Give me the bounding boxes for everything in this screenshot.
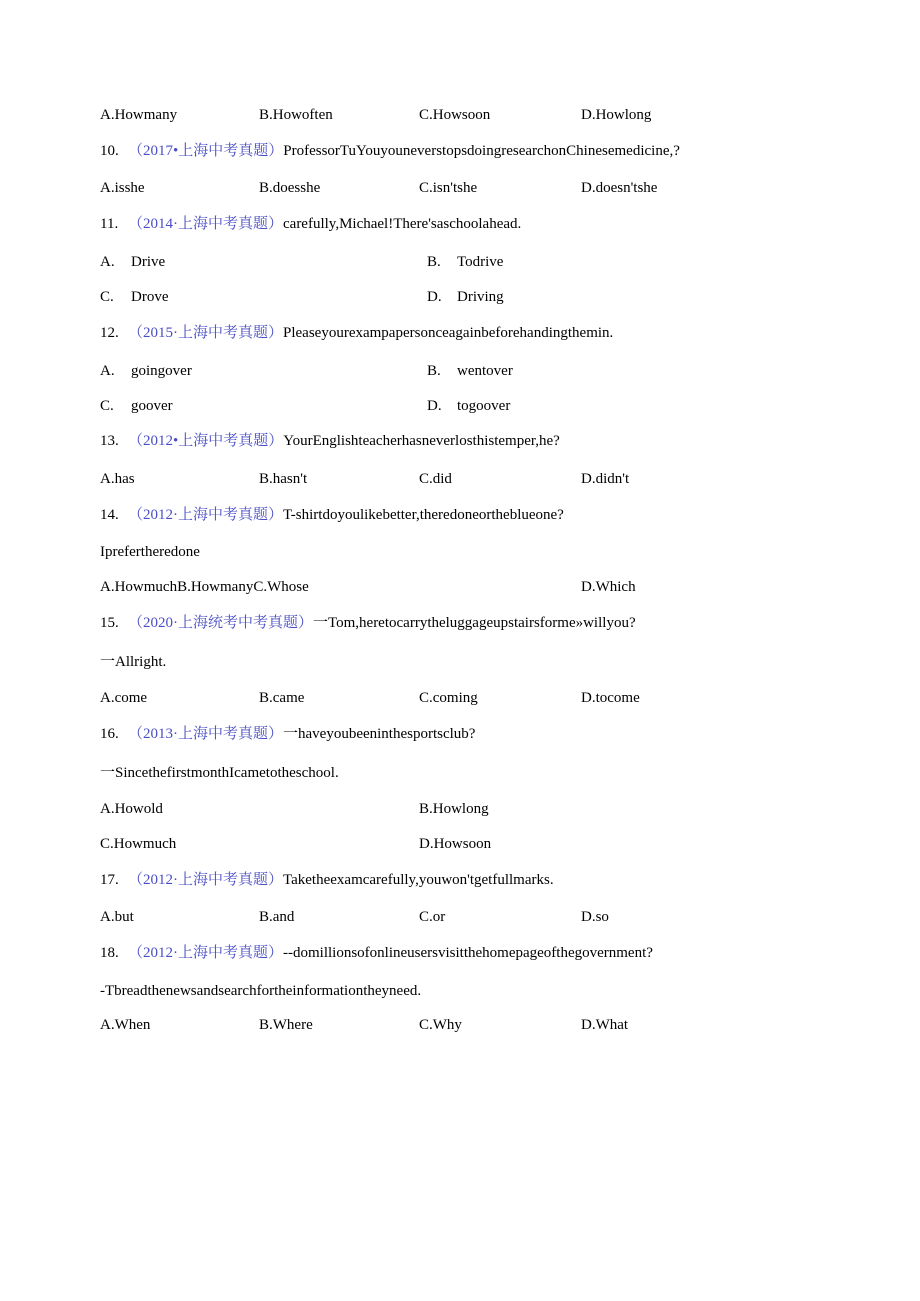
question-number: 14. <box>100 507 119 523</box>
option-text: wentover <box>457 363 513 379</box>
option-letter: C. <box>100 289 114 305</box>
question-stem: T-shirtdoyoulikebetter,theredoneortheblueone? <box>283 507 564 523</box>
option: D.didn't <box>581 471 630 487</box>
option: C.coming <box>419 690 478 706</box>
option-text: Drove <box>131 289 169 305</box>
option: D.so <box>581 909 609 925</box>
prev-question-options <box>0 105 920 125</box>
question-options <box>0 361 920 381</box>
question-text <box>128 214 521 234</box>
option: B.and <box>259 909 295 925</box>
question-header <box>0 431 920 451</box>
question-options <box>0 834 920 854</box>
question-text <box>128 724 475 744</box>
question-header <box>0 724 920 744</box>
option-letter: B. <box>427 254 441 270</box>
question-stem: carefully,Michael!There'saschoolahead. <box>283 216 522 232</box>
question-header <box>0 214 920 234</box>
question-text <box>128 613 636 633</box>
dialogue-reply: Iprefertheredone <box>100 544 200 560</box>
option: A.isshe <box>100 180 145 196</box>
question-header <box>0 943 920 963</box>
question-text <box>128 505 564 525</box>
question-options <box>0 252 920 272</box>
question-header <box>0 613 920 633</box>
option-letter: D. <box>427 398 442 414</box>
option: D.What <box>581 1017 629 1033</box>
option-text: goingover <box>131 363 192 379</box>
option: D.doesn'tshe <box>581 180 658 196</box>
question-source: （2020·上海统考中考真题） <box>128 615 313 631</box>
option-letter: C. <box>100 398 114 414</box>
question-text <box>128 431 560 451</box>
question-number: 12. <box>100 325 119 341</box>
option-letter: A. <box>100 363 115 379</box>
question-source: （2013·上海中考真题） <box>128 726 283 742</box>
question-options <box>0 287 920 307</box>
question-stem: 一Tom,heretocarrytheluggageupstairsforme»willyou? <box>313 615 636 631</box>
option-letter: A. <box>100 254 115 270</box>
option: A.Howold <box>100 801 163 817</box>
question-number: 15. <box>100 615 119 631</box>
option: C.did <box>419 471 452 487</box>
question-options <box>0 799 920 819</box>
question-source: （2012•上海中考真题） <box>128 433 284 449</box>
question-text <box>128 943 653 963</box>
question-options <box>0 688 920 708</box>
option: D.Which <box>581 579 636 595</box>
question-number: 10. <box>100 143 119 159</box>
option: B.Where <box>259 1017 313 1033</box>
question-source: （2017•上海中考真题） <box>128 143 284 159</box>
question-number: 17. <box>100 872 119 888</box>
option: A.HowmuchB.HowmanyC.Whose <box>100 579 309 595</box>
question-stem: --domillionsofonlineusersvisitthehomepageofthegovernment? <box>283 945 653 961</box>
option-letter: B. <box>427 363 441 379</box>
option: C.Howmuch <box>100 836 177 852</box>
dialogue-reply-line <box>0 981 920 1001</box>
question-stem: ProfessorTuYouyouneverstopsdoingresearchonChinesemedicine,? <box>283 143 680 159</box>
question-stem: Pleaseyourexampapersonceagainbeforehandingthemin. <box>283 325 614 341</box>
question-source: （2012·上海中考真题） <box>128 872 283 888</box>
option: A.When <box>100 1017 151 1033</box>
option: B.came <box>259 690 305 706</box>
question-options <box>0 178 920 198</box>
option: C.or <box>419 909 446 925</box>
question-header <box>0 323 920 343</box>
option: D.Howsoon <box>419 836 492 852</box>
question-header <box>0 870 920 890</box>
option: D.Howlong <box>581 107 652 123</box>
dialogue-reply: 一SincethefirstmonthIcametotheschool. <box>100 765 339 781</box>
option: A.but <box>100 909 134 925</box>
option-text: togoover <box>457 398 511 414</box>
option: B.Howoften <box>259 107 333 123</box>
question-source: （2014·上海中考真题） <box>128 216 283 232</box>
question-options <box>0 577 920 597</box>
dialogue-reply-line <box>0 652 920 672</box>
question-text <box>128 323 613 343</box>
question-stem: 一haveyoubeeninthesportsclub? <box>283 726 476 742</box>
option-text: Todrive <box>457 254 504 270</box>
question-options <box>0 469 920 489</box>
question-number: 18. <box>100 945 119 961</box>
question-text <box>128 870 554 890</box>
question-header <box>0 505 920 525</box>
option: B.Howlong <box>419 801 489 817</box>
question-source: （2012·上海中考真题） <box>128 945 283 961</box>
option: A.Howmany <box>100 107 178 123</box>
question-text <box>128 141 680 161</box>
question-stem: YourEnglishteacherhasneverlosthistemper,he? <box>283 433 560 449</box>
option-text: Drive <box>131 254 166 270</box>
option: D.tocome <box>581 690 640 706</box>
option: C.Howsoon <box>419 107 491 123</box>
question-source: （2015·上海中考真题） <box>128 325 283 341</box>
question-source: （2012·上海中考真题） <box>128 507 283 523</box>
option-text: Driving <box>457 289 504 305</box>
question-number: 13. <box>100 433 119 449</box>
option-letter: D. <box>427 289 442 305</box>
question-header <box>0 141 920 161</box>
option: A.come <box>100 690 148 706</box>
question-number: 16. <box>100 726 119 742</box>
option: B.doesshe <box>259 180 321 196</box>
option-text: goover <box>131 398 173 414</box>
option: C.Why <box>419 1017 462 1033</box>
question-stem: Taketheexamcarefully,youwon'tgetfullmarks. <box>283 872 554 888</box>
dialogue-reply: -Tbreadthenewsandsearchfortheinformationtheyneed. <box>100 983 422 999</box>
option: C.isn'tshe <box>419 180 478 196</box>
question-options <box>0 396 920 416</box>
dialogue-reply-line <box>0 542 920 562</box>
question-number: 11. <box>100 216 119 232</box>
option: B.hasn't <box>259 471 308 487</box>
option: A.has <box>100 471 135 487</box>
question-options <box>0 907 920 927</box>
dialogue-reply: 一Allright. <box>100 654 167 670</box>
question-options <box>0 1015 920 1035</box>
dialogue-reply-line <box>0 763 920 783</box>
